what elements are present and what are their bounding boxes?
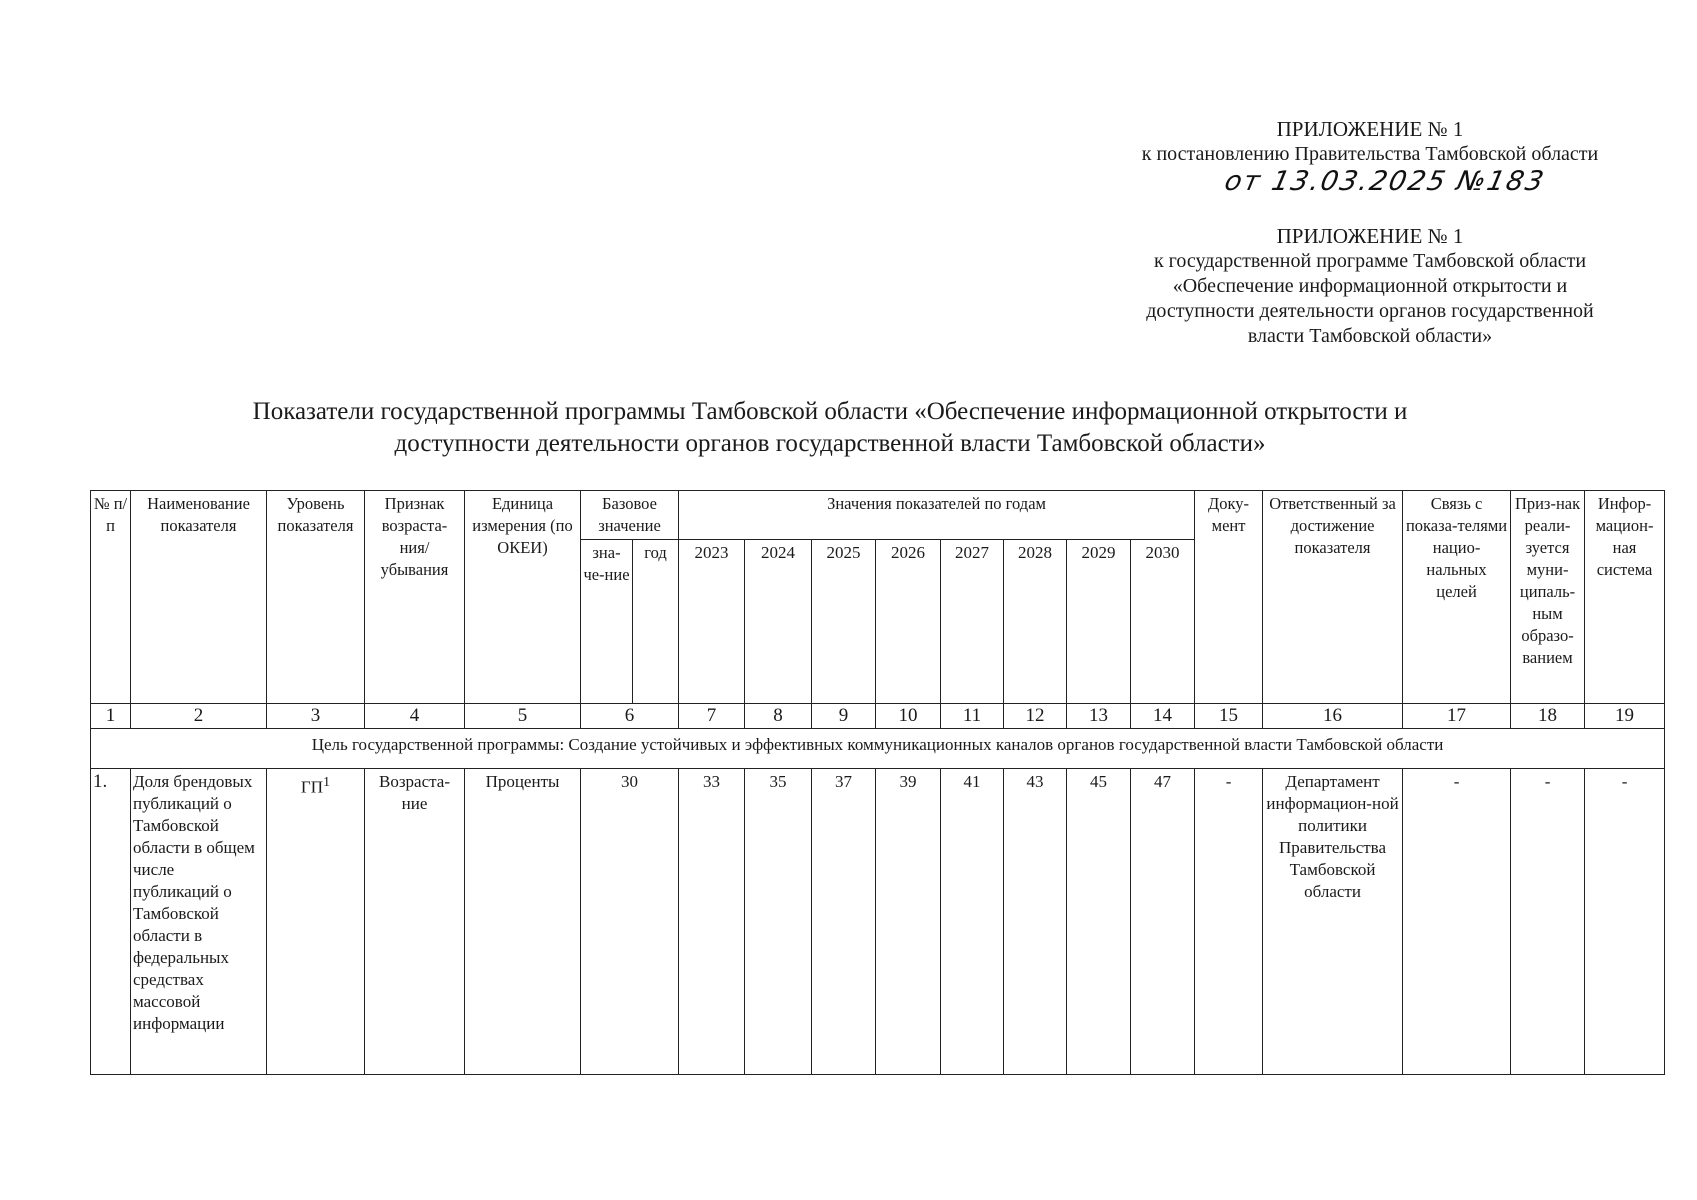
- header-year: 2029: [1067, 540, 1131, 704]
- base-value: 30: [581, 769, 679, 1075]
- footnote-marker: 1: [323, 774, 331, 790]
- header-year: 2025: [812, 540, 876, 704]
- title-line: доступности деятельности органов государственной власти Тамбовской области»: [394, 430, 1266, 457]
- handwritten-date-number: от 13.03.2025 №183: [1221, 166, 1549, 197]
- header-infosystem: Инфор-мацион-ная система: [1585, 491, 1665, 704]
- column-number: 16: [1263, 704, 1403, 729]
- column-number: 17: [1403, 704, 1511, 729]
- year-value: 35: [745, 769, 812, 1075]
- column-number: 11: [941, 704, 1004, 729]
- appendix-2-line: власти Тамбовской области»: [1247, 325, 1493, 347]
- column-number: 14: [1131, 704, 1195, 729]
- program-goal: Цель государственной программы: Создание устойчивых и эффективных коммуникационных каналов органов государственной власти Тамбовской области: [91, 729, 1665, 769]
- year-value: 43: [1004, 769, 1067, 1075]
- indicator-unit: Проценты: [465, 769, 581, 1075]
- indicator-name: Доля брендовых публикаций о Тамбовской области в общем числе публикаций о Тамбовской области в федеральных средствах массовой информации: [131, 769, 267, 1075]
- column-number: 10: [876, 704, 941, 729]
- header-year: 2023: [679, 540, 745, 704]
- header-year: 2030: [1131, 540, 1195, 704]
- column-number: 8: [745, 704, 812, 729]
- header-municipal: Приз-нак реали-зуется муни-ципаль-ным образо-ванием: [1511, 491, 1585, 704]
- title-line: Показатели государственной программы Тамбовской области «Обеспечение информационной открытости и: [252, 398, 1408, 425]
- column-number: 4: [365, 704, 465, 729]
- column-number: 12: [1004, 704, 1067, 729]
- appendix-2-block: [1075, 224, 1665, 349]
- header-link: Связь с показа-телями нацио-нальных целей: [1403, 491, 1511, 704]
- header-base-year: год: [633, 540, 679, 704]
- row-num: 1.: [91, 769, 131, 1075]
- header-year: 2027: [941, 540, 1004, 704]
- year-value: 47: [1131, 769, 1195, 1075]
- appendix-1-heading: ПРИЛОЖЕНИЕ № 1: [1276, 117, 1464, 141]
- column-number: 18: [1511, 704, 1585, 729]
- goal-row: [91, 729, 1665, 769]
- infosystem-cell: -: [1585, 769, 1665, 1075]
- appendix-2-line: доступности деятельности органов государственной: [1146, 300, 1594, 322]
- column-number: 1: [91, 704, 131, 729]
- appendix-2-heading: ПРИЛОЖЕНИЕ № 1: [1276, 224, 1464, 248]
- municipal-cell: -: [1511, 769, 1585, 1075]
- header-trend: Признак возраста-ния/ убывания: [365, 491, 465, 704]
- header-year: 2026: [876, 540, 941, 704]
- link-cell: -: [1403, 769, 1511, 1075]
- table-row: [91, 769, 1665, 1075]
- header-level: Уровень показателя: [267, 491, 365, 704]
- header-responsible: Ответственный за достижение показателя: [1263, 491, 1403, 704]
- appendix-2-line: «Обеспечение информационной открытости и: [1172, 275, 1568, 297]
- column-number: 13: [1067, 704, 1131, 729]
- appendix-1-line: к постановлению Правительства Тамбовской области: [1141, 143, 1599, 165]
- indicator-level-text: ГП: [300, 777, 324, 797]
- appendix-1-block: [1080, 117, 1660, 197]
- header-values-by-year: Значения показателей по годам: [679, 491, 1195, 540]
- header-year: 2024: [745, 540, 812, 704]
- column-number: 6: [581, 704, 679, 729]
- indicator-level: [267, 769, 365, 1075]
- header-year: 2028: [1004, 540, 1067, 704]
- header-row: [91, 491, 1665, 540]
- indicator-trend: Возраста-ние: [365, 769, 465, 1075]
- column-number: 3: [267, 704, 365, 729]
- column-number-row: [91, 704, 1665, 729]
- column-number: 15: [1195, 704, 1263, 729]
- document-cell: -: [1195, 769, 1263, 1075]
- year-value: 45: [1067, 769, 1131, 1075]
- column-number: 7: [679, 704, 745, 729]
- header-unit: Единица измерения (по ОКЕИ): [465, 491, 581, 704]
- year-value: 41: [941, 769, 1004, 1075]
- year-value: 39: [876, 769, 941, 1075]
- indicators-table: [90, 490, 1665, 1075]
- appendix-2-line: к государственной программе Тамбовской области: [1153, 250, 1587, 272]
- header-num: № п/п: [91, 491, 131, 704]
- header-base: Базовое значение: [581, 491, 679, 540]
- year-value: 37: [812, 769, 876, 1075]
- document-title: [130, 396, 1530, 460]
- responsible-cell: Департамент информацион-ной политики Правительства Тамбовской области: [1263, 769, 1403, 1075]
- column-number: 19: [1585, 704, 1665, 729]
- header-document: Доку-мент: [1195, 491, 1263, 704]
- year-value: 33: [679, 769, 745, 1075]
- header-name: Наименование показателя: [131, 491, 267, 704]
- column-number: 2: [131, 704, 267, 729]
- column-number: 5: [465, 704, 581, 729]
- column-number: 9: [812, 704, 876, 729]
- header-base-value: зна-че-ние: [581, 540, 633, 704]
